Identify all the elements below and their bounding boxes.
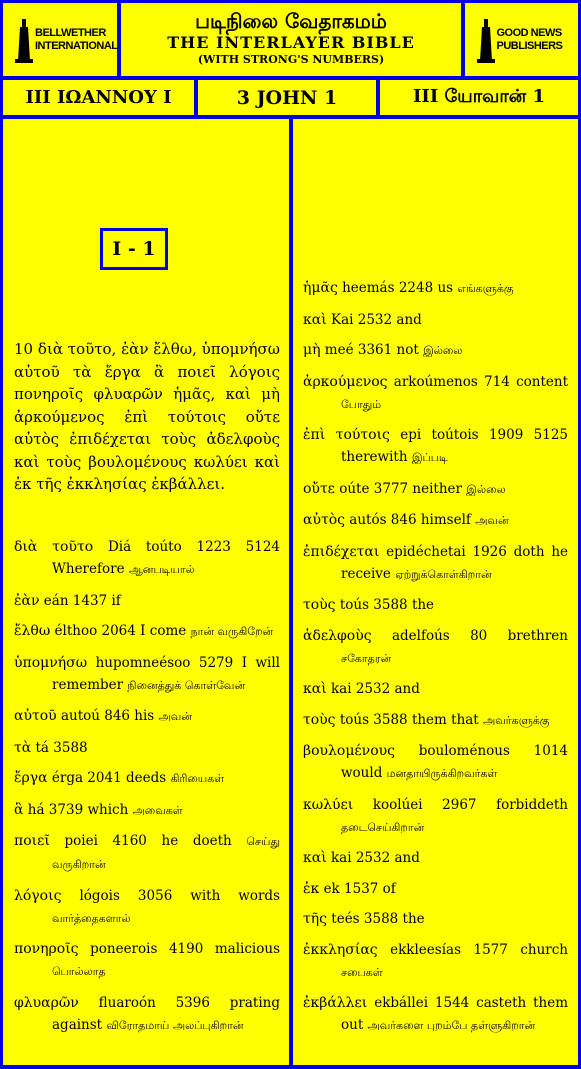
word-entry — [303, 740, 568, 785]
transliteration-strongs-english: kai 2532 and — [331, 681, 420, 697]
tamil-gloss: அவர்களுக்கு — [483, 713, 550, 727]
greek-word: οὔτε — [303, 480, 335, 497]
greek-word: ποιεῖ — [14, 833, 50, 849]
transliteration-strongs-english: adelfoús 80 brethren — [391, 627, 568, 644]
word-entry — [14, 938, 280, 983]
greek-word: τοὺς — [303, 597, 336, 613]
word-entry — [303, 908, 568, 930]
transliteration-strongs-english: hupomneésoo 5279 I will remember — [52, 654, 280, 693]
tamil-gloss: ஆனபடியால் — [128, 563, 195, 576]
right-entry-list — [303, 277, 568, 1046]
tamil-gloss: பொல்லாத — [52, 965, 106, 978]
tamil-gloss: போதும் — [341, 397, 382, 411]
tamil-gloss: அவைகள் — [132, 803, 183, 817]
transliteration-strongs-english: meé 3361 not — [324, 342, 419, 358]
greek-word: ὑπομνήσω — [14, 654, 88, 671]
greek-word: κωλύει — [303, 796, 354, 813]
transliteration-strongs-english: ekkleesías 1577 church — [390, 941, 568, 958]
bellwether-logo — [3, 3, 117, 76]
word-entry — [303, 625, 568, 670]
tamil-gloss: அவன் — [475, 514, 509, 527]
word-entry — [14, 767, 280, 790]
transliteration-strongs-english: heemás 2248 us — [342, 280, 454, 296]
word-entry — [14, 885, 280, 930]
word-entry — [303, 847, 568, 869]
word-entry — [14, 590, 280, 612]
tamil-gloss: எங்களுக்கு — [457, 282, 514, 295]
tamil-gloss: செய்து வருகிறான் — [52, 835, 280, 871]
transliteration-strongs-english: autoú 846 his — [60, 708, 155, 724]
tamil-gloss: நினைத்துக் கொள்வேன் — [127, 678, 246, 692]
transliteration-strongs-english: Kai 2532 and — [331, 311, 422, 328]
word-entry — [303, 992, 568, 1037]
transliteration-strongs-english: arkoúmenos 714 content — [393, 373, 568, 390]
tamil-gloss: ஏற்றுக்கொள்கிறான் — [395, 567, 492, 581]
word-entry — [303, 541, 568, 586]
greek-word: τῆς — [303, 911, 327, 927]
greek-word: ἐὰν — [14, 592, 40, 609]
word-entry — [14, 830, 280, 876]
greek-word: καὶ — [303, 850, 327, 866]
word-entry — [303, 277, 568, 300]
transliteration-strongs-english: toús 3588 the — [339, 597, 435, 613]
greek-word: ἔργα — [14, 770, 48, 786]
transliteration-strongs-english: autós 846 himself — [349, 512, 471, 528]
transliteration-strongs-english: poiei 4160 he doeth — [64, 833, 232, 849]
greek-word: ἐπιδέχεται — [303, 543, 380, 560]
ref-greek: III ΙΩΑΝΝΟΥ I — [3, 80, 194, 115]
transliteration-strongs-english: érga 2041 deeds — [51, 770, 167, 786]
tamil-gloss: விரோதமாய் அலப்புகிறான் — [106, 1018, 244, 1032]
transliteration-strongs-english: kai 2532 and — [331, 850, 420, 866]
tamil-gloss: வார்த்தைகளால் — [52, 911, 131, 925]
word-entry — [303, 794, 568, 839]
word-entry — [303, 878, 568, 900]
greek-word: ἃ — [14, 801, 24, 818]
transliteration-strongs-english: há 3739 which — [27, 801, 129, 818]
greek-word: τὰ — [14, 739, 32, 756]
greek-word: καὶ — [303, 311, 327, 328]
greek-word: βουλομένους — [303, 743, 395, 759]
word-entry — [14, 992, 280, 1037]
greek-word: ἐπὶ τούτοις — [303, 427, 390, 443]
tamil-gloss: கிரியைகள் — [170, 772, 225, 785]
good-news-logo — [465, 3, 578, 76]
transliteration-strongs-english: fluaroón 5396 prating against — [52, 994, 280, 1033]
transliteration-strongs-english: toús 3588 them that — [339, 711, 479, 728]
transliteration-strongs-english: ekbállei 1544 casteth them out — [341, 995, 568, 1033]
tamil-gloss: தடைசெய்கிறான் — [341, 820, 425, 834]
tower-icon — [15, 17, 33, 63]
word-entry — [303, 371, 568, 416]
tower-icon — [477, 17, 495, 63]
greek-word: διὰ τοῦτο — [14, 539, 94, 555]
transliteration-strongs-english: tá 3588 — [35, 739, 88, 756]
greek-word: λόγοις — [14, 887, 62, 904]
transliteration-strongs-english: élthoo 2064 I come — [54, 623, 187, 639]
transliteration-strongs-english: eán 1437 if — [43, 592, 121, 609]
ref-english: 3 JOHN 1 — [198, 80, 376, 115]
word-entry — [303, 594, 568, 616]
greek-word: ἀρκούμενος — [303, 373, 388, 390]
tamil-gloss: மனதாயிருக்கிறவர்கள் — [386, 767, 498, 780]
verse-label: I - 1 — [100, 228, 168, 270]
tamil-gloss: நான் வருகிறேன் — [190, 625, 274, 638]
transliteration-strongs-english: koolúei 2967 forbiddeth — [372, 796, 569, 813]
title-tamil: படிநிலை வேதாகமம் — [195, 9, 387, 33]
transliteration-strongs-english: poneerois 4190 malicious — [90, 941, 280, 957]
greek-word: μὴ — [303, 342, 321, 358]
word-entry — [303, 709, 568, 732]
word-entry — [14, 652, 280, 697]
transliteration-strongs-english: oúte 3777 neither — [339, 480, 462, 497]
tamil-gloss: இப்படி — [411, 451, 448, 464]
title-subtitle: (WITH STRONG'S NUMBERS) — [197, 53, 385, 66]
greek-word: ἀδελφοὺς — [303, 627, 372, 644]
word-entry — [14, 799, 280, 822]
transliteration-strongs-english: Diá toúto 1223 5124 Wherefore — [52, 539, 280, 577]
good-news-logo-text: GOOD NEWS PUBLISHERS — [496, 26, 563, 52]
left-entry-list — [14, 536, 280, 1045]
greek-word: ἐκκλησίας — [303, 941, 378, 958]
tamil-gloss: சபைகள் — [341, 965, 383, 979]
greek-word: ἡμᾶς — [303, 280, 338, 296]
tamil-gloss: இல்லை — [423, 344, 463, 357]
greek-word: αὐτοῦ — [14, 708, 57, 724]
greek-word: ἐκ — [303, 880, 320, 897]
transliteration-strongs-english: ek 1537 of — [323, 880, 396, 897]
greek-word: ἔλθω — [14, 623, 51, 639]
word-entry — [303, 678, 568, 700]
transliteration-strongs-english: epi toútois 1909 5125 therewith — [341, 427, 569, 465]
word-entry — [303, 309, 568, 331]
greek-verse-text: 10 διὰ τοῦτο, ἐὰν ἔλθω, ὑπομνήσω αὐτοῦ τὰ ἔργα ἃ ποιεῖ λόγοις πονηροῖς φλυαρῶν ἡμᾶς, καὶ μὴ ἀρκούμενος ἐπὶ τούτοις οὔτε αὐτὸς ἐπιδέχεται τοὺς ἀδελφοὺς καὶ τοὺς βουλομένους κωλύει καὶ ἐκ τῆς ἐκκλησίας ἐκβάλλει. — [14, 340, 280, 493]
title-main: THE INTERLAYER BIBLE — [167, 33, 415, 52]
greek-word: αὐτὸς — [303, 512, 345, 528]
tamil-gloss: இல்லை — [466, 482, 506, 496]
greek-word: πονηροῖς — [14, 941, 79, 957]
greek-word: φλυαρῶν — [14, 994, 79, 1011]
word-entry — [14, 536, 280, 581]
word-entry — [14, 705, 280, 728]
transliteration-strongs-english: lógois 3056 with words — [79, 887, 280, 904]
transliteration-strongs-english: epidéchetai 1926 doth he receive — [341, 543, 569, 582]
greek-word: ἐκβάλλει — [303, 995, 368, 1011]
word-entry — [303, 424, 568, 469]
tamil-gloss: சகோதரன் — [341, 651, 392, 665]
greek-word: καὶ — [303, 681, 327, 697]
tamil-gloss: அவர்களை புறம்பே தள்ளுகிறான் — [367, 1019, 536, 1032]
transliteration-strongs-english: teés 3588 the — [331, 911, 425, 927]
ref-tamil: III யோவான் 1 — [380, 80, 578, 115]
word-entry — [303, 478, 568, 501]
bellwether-logo-text: BELLWETHER INTERNATIONAL — [35, 26, 118, 52]
word-entry — [14, 737, 280, 759]
word-entry — [303, 509, 568, 532]
word-entry — [303, 939, 568, 984]
tamil-gloss: அவன் — [158, 710, 192, 723]
word-entry — [14, 620, 280, 643]
word-entry — [303, 339, 568, 362]
greek-word: τοὺς — [303, 711, 336, 728]
transliteration-strongs-english: bouloménous 1014 would — [341, 743, 569, 781]
header-title — [121, 3, 461, 76]
